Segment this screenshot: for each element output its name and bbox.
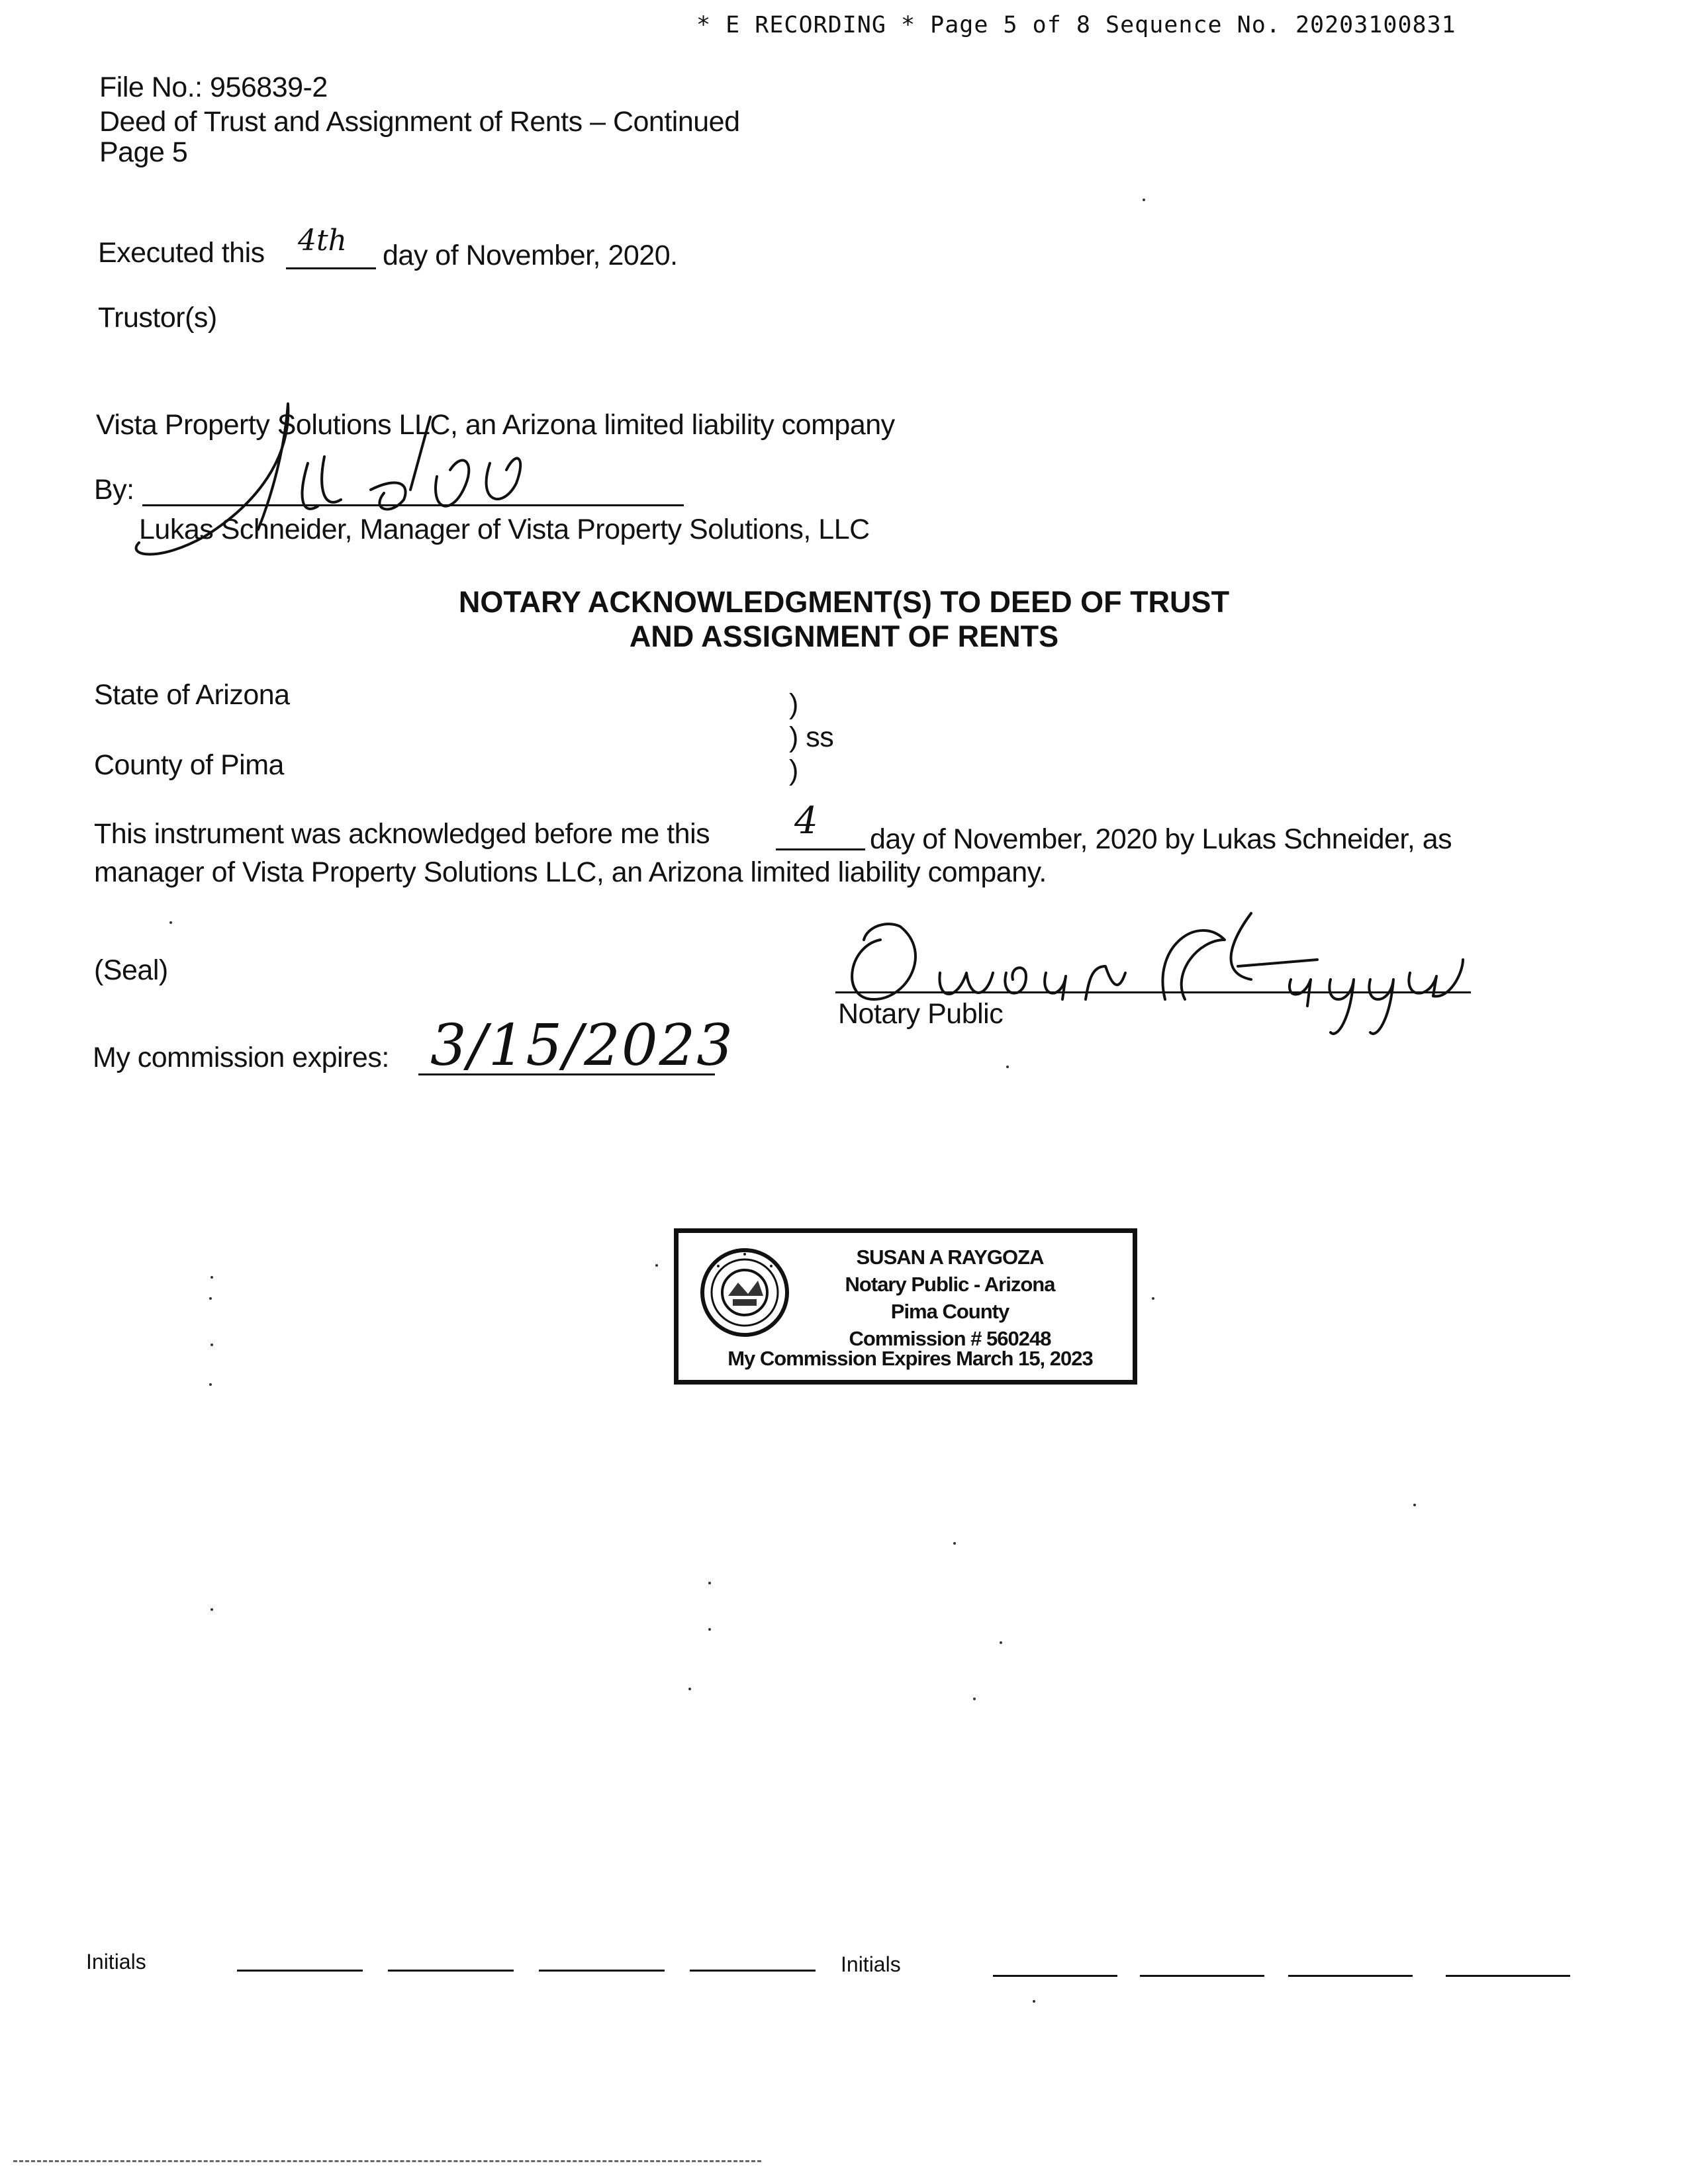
acknowledgment-day-underline	[776, 848, 865, 850]
commission-label: My commission expires:	[93, 1042, 389, 1073]
stamp-title: Notary Public - Arizona	[845, 1273, 1055, 1296]
trustors-label: Trustor(s)	[98, 302, 217, 334]
state-label: State of Arizona	[94, 679, 290, 711]
acknowledgment-prefix: This instrument was acknowledged before me this	[94, 818, 710, 850]
commission-handwritten: 3/15/2023	[430, 1013, 734, 1079]
executed-suffix: day of November, 2020.	[383, 240, 678, 271]
initials-label-left: Initials	[86, 1950, 146, 1974]
executed-prefix: Executed this	[98, 237, 265, 269]
initials-line-3	[539, 1970, 665, 1972]
executed-day-handwritten: 4th	[298, 224, 348, 257]
initials-line-5	[993, 1975, 1117, 1977]
initials-line-4	[690, 1970, 816, 1972]
by-label: By:	[94, 474, 134, 506]
arizona-seal-icon	[698, 1246, 791, 1339]
seal-label: (Seal)	[94, 954, 168, 986]
venue-paren-top: )	[789, 688, 798, 720]
stamp-commission: Commission # 560248	[849, 1327, 1051, 1350]
initials-line-7	[1288, 1975, 1413, 1977]
scan-edge-line	[13, 2160, 761, 2162]
acknowledgment-day-handwritten: 4	[794, 799, 818, 842]
county-label: County of Pima	[94, 749, 284, 781]
notary-heading-line2: AND ASSIGNMENT OF RENTS	[629, 619, 1059, 653]
stamp-expires: My Commission Expires March 15, 2023	[727, 1347, 1093, 1370]
recording-header: * E RECORDING * Page 5 of 8 Sequence No. 20203100831	[696, 12, 1456, 38]
executed-day-underline	[286, 267, 376, 269]
venue-ss: ) ss	[789, 721, 834, 753]
initials-line-2	[388, 1970, 514, 1972]
acknowledgment-suffix: day of November, 2020 by Lukas Schneider, as	[870, 823, 1452, 855]
company-line: Vista Property Solutions LLC, an Arizona limited liability company	[96, 409, 895, 441]
initials-line-8	[1446, 1975, 1570, 1977]
initials-label-right: Initials	[841, 1952, 901, 1976]
signer-line: Lukas Schneider, Manager of Vista Property Solutions, LLC	[139, 514, 870, 545]
notary-stamp	[674, 1228, 1137, 1385]
notary-signature-line	[835, 991, 1471, 993]
acknowledgment-line2: manager of Vista Property Solutions LLC, an Arizona limited liability company.	[94, 856, 1047, 888]
notary-public-label: Notary Public	[838, 998, 1004, 1030]
document-title: Deed of Trust and Assignment of Rents – Continued	[99, 106, 740, 138]
initials-line-1	[237, 1970, 363, 1972]
file-number: File No.: 956839-2	[99, 71, 328, 103]
page-label: Page 5	[99, 136, 188, 168]
initials-line-6	[1140, 1975, 1264, 1977]
notary-heading-line1: NOTARY ACKNOWLEDGMENT(S) TO DEED OF TRUST	[458, 585, 1230, 619]
stamp-name: SUSAN A RAYGOZA	[856, 1246, 1044, 1269]
stamp-county: Pima County	[890, 1300, 1009, 1323]
venue-paren-bottom: )	[789, 754, 798, 786]
